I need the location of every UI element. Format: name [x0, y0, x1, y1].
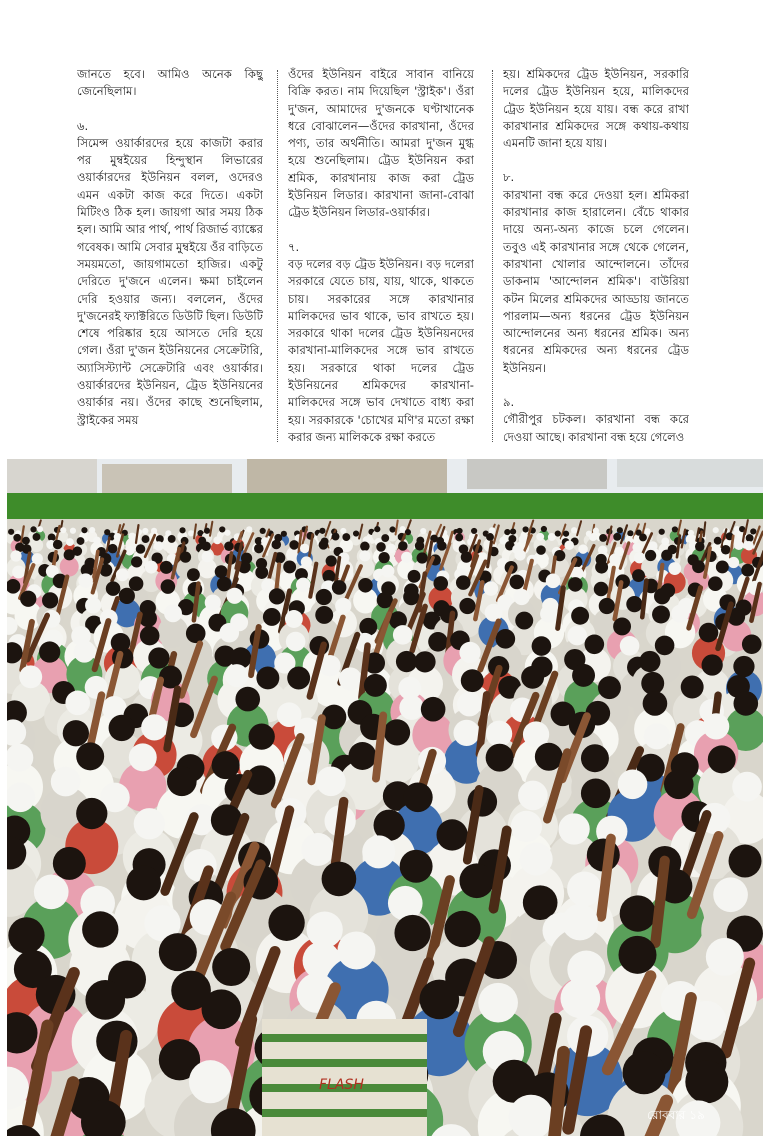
section-number: ৭.	[288, 239, 300, 254]
text-column-2	[288, 66, 474, 444]
paragraph: কারখানা বন্ধ করে দেওয়া হল। শ্রমিকরা কারখানার কাজ হারালেন। বেঁচে থাকার দায়ে অন্য-অন্য কাজে চলে গেলেন। তবুও এই কারখানার সঙ্গে থেকে গেলেন, কারখানা খোলার আন্দোলনে। তাঁদের ডাকনাম 'আন্দোলন শ্রমিক'। বাউরিয়া কটন মিলের শ্রমিকদের আড্ডায় জানতে পারলাম—অন্য ধরনের ট্রেড ইউনিয়ন আন্দোলনের অন্য ধরনের শ্রমিক। অন্য ধরনের শ্রমিকদের অন্য ধরনের ট্রেড ইউনিয়ন।	[503, 187, 689, 375]
crowd-illustration	[7, 459, 763, 1136]
paragraph: গৌরীপুর চটকল। কারখানা বন্ধ করে দেওয়া আছে। কারখানা বন্ধ হয়ে গেলেও	[503, 412, 689, 444]
shirt-print: FLASH	[319, 1077, 364, 1093]
section-number: ৮.	[503, 170, 515, 185]
paragraph: ওঁদের ইউনিয়ন বাইরে সাবান বানিয়ে বিক্রি করত। নাম দিয়েছিল 'স্ট্রাইক'। ওঁরা দু'জন, আমাদের দু'জনকে ঘণ্টাখানেক ধরে বোঝালেন—ওঁদের কারখানা, ওঁদের পণ্য, তার অর্থনীতি। আমরা দু'জন মুগ্ধ হয়ে শুনেছিলাম। ট্রেড ইউনিয়ন করা শ্রমিক, কারখানায় কাজ করা ট্রেড ইউনিয়ন লিডার। কারখানা জানা-বোঝা ট্রেড ইউনিয়ন লিডার-ওয়ার্কার।	[288, 67, 474, 220]
crowd-photo	[7, 459, 763, 1136]
column-rule	[492, 70, 493, 442]
text-column-3	[503, 66, 689, 444]
section-number: ৬.	[77, 118, 89, 133]
paragraph: জানতে হবে। আমিও অনেক কিছু জেনেছিলাম।	[77, 67, 263, 99]
building	[467, 459, 607, 489]
page-folio: রোববার ১৯	[647, 1108, 705, 1122]
column-rule	[277, 70, 278, 442]
paragraph: বড় দলের বড় ট্রেড ইউনিয়ন। বড় দলেরা সরকারে যেতে চায়, যায়, থাকে, থাকতে চায়। সরকারের সঙ্গে কারখানার মালিকদের ভাব থাকে, ভাব রাখতে হয়। সরকারে থাকা দলের ট্রেড ইউনিয়নদের কারখানা-মালিকদের সঙ্গে ভাব রাখতে হয়। সরকারে থাকা দলের ট্রেড ইউনিয়নের শ্রমিকদের কারখানা-মালিকদের সঙ্গে ভাব দেখাতে বাধ্য করা হয়। সরকারকে 'চোখের মণি'র মতো রক্ষা করার জন্য মালিককে রক্ষা করতে	[288, 256, 474, 444]
text-column-1	[77, 66, 263, 444]
striped-shirt	[262, 1019, 427, 1136]
paragraph: হয়। শ্রমিকদের ট্রেড ইউনিয়ন, সরকারি দলের ট্রেড ইউনিয়ন হয়ে, মালিকদের ট্রেড ইউনিয়ন হয়ে যায়। বন্ধ করে রাখা কারখানার শ্রমিকদের সঙ্গে কথায়-কথায় এমনটি জানা হয়ে যায়।	[503, 67, 689, 151]
building	[617, 459, 763, 487]
section-number: ৯.	[503, 395, 515, 410]
paragraph: সিমেন্স ওয়ার্কারদের হয়ে কাজটা করার পর মুম্বইয়ের হিন্দুস্থান লিভারের ওয়ার্কারদের ইউনিয়ন বলল, ওদেরও এমন একটা কাজ করে দিতে। একটা মিটিংও ঠিক হল। জায়গা আর সময় ঠিক হল। আমি আর পার্থ, পার্থ রিজার্ভ ব্যাঙ্কের গবেষক। আমি সেবার মুম্বইয়ে ওঁর বাড়িতে সময়মতো, জায়গামতো হাজির। একটু দেরিতে দু'জনে এলেন। ক্ষমা চাইলেন দেরি হওয়ার জন্য। বললেন, ওঁদের দু'জনেরই ফ্যাক্টরিতে ডিউটি ছিল। ডিউটি শেষে পরিষ্কার হয়ে আসতে দেরি হয়ে গেল। ওঁরা দু'জন ইউনিয়নের সেক্রেটারি, অ্যাসিস্ট্যান্ট সেক্রেটারি এবং ওয়ার্কার। ওয়ার্কারদের ইউনিয়ন, ট্রেড ইউনিয়নের ওয়ার্কার নয়। ওঁদের কাছে শুনেছিলাম, স্ট্রাইকের সময়	[77, 135, 263, 427]
